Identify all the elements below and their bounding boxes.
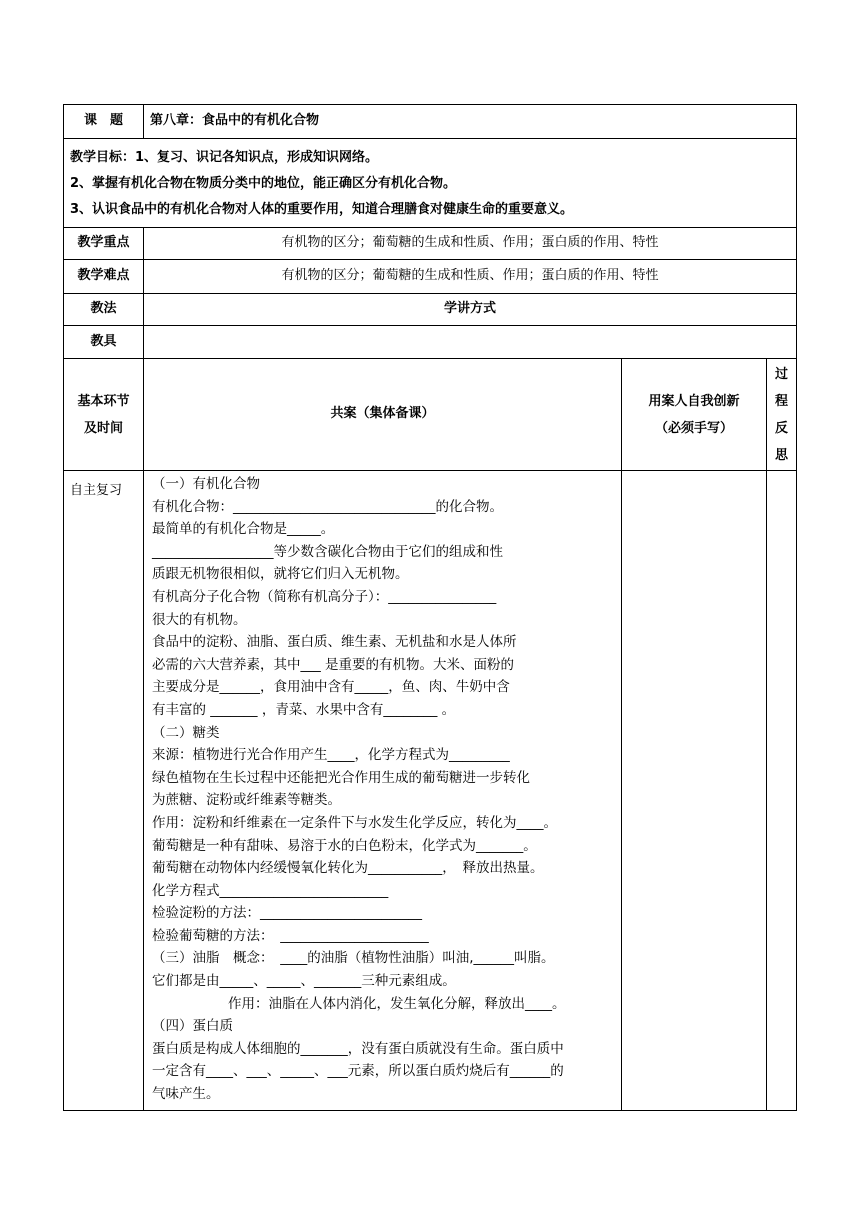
- lesson-plan-table: [63, 104, 797, 1111]
- content-line: 检验葡萄糖的方法： ______________________: [152, 927, 429, 944]
- method-label: 教法: [64, 294, 144, 326]
- header-reflection: 过 程 反 思: [767, 359, 797, 471]
- content-line: 来源：植物进行光合作用产生____，化学方程式为_________: [152, 747, 510, 764]
- title-label: 课 题: [64, 105, 144, 139]
- content-line: （一）有机化合物: [152, 476, 260, 492]
- content-line: 有丰富的 _______ ，青菜、水果中含有________ 。: [152, 701, 456, 718]
- tools-value: [144, 326, 797, 359]
- content-line: 它们都是由_____、_____、_______三种元素组成。: [152, 973, 456, 990]
- goal-line: 3、认识食品中的有机化合物对人体的重要作用，知道合理膳食对健康生命的重要意义。: [70, 202, 574, 217]
- key-points-label: 教学重点: [64, 228, 144, 260]
- content-line: 最简单的有机化合物是_____。: [152, 521, 335, 538]
- content-line: __________________等少数含碳化合物由于它们的组成和性: [152, 543, 503, 560]
- header-shared-plan: 共案（集体备课）: [144, 359, 622, 471]
- content-line: （二）糖类: [152, 724, 220, 741]
- header-personal-innovation: 用案人自我创新 （必须手写）: [622, 359, 767, 471]
- difficulties-value: 有机物的区分；葡萄糖的生成和性质、作用；蛋白质的作用、特性: [144, 260, 797, 294]
- content-line: 食品中的淀粉、油脂、蛋白质、维生素、无机盐和水是人体所: [152, 634, 517, 651]
- teaching-goals: [64, 139, 797, 228]
- header-stage-time: 基本环节 及时间: [64, 359, 144, 471]
- content-line: 有机高分子化合物（简称有机高分子）：________________: [152, 588, 497, 605]
- content-line: 很大的有机物。: [152, 611, 247, 628]
- content-line: 绿色植物在生长过程中还能把光合作用生成的葡萄糖进一步转化: [152, 769, 530, 786]
- reflection-cell: [767, 471, 797, 1111]
- content-line: 作用：淀粉和纤维素在一定条件下与水发生化学反应，转化为____。: [152, 814, 557, 831]
- content-line: 有机化合物：______________________________的化合物。: [152, 498, 503, 515]
- content-line: 一定含有____、___、_____、___元素，所以蛋白质灼烧后有______的: [152, 1063, 564, 1080]
- content-line: （三）油脂 概念： ____的油脂（植物性油脂）叫油,______叫脂。: [152, 950, 555, 967]
- review-content: [144, 471, 622, 1111]
- content-line: 葡萄糖是一种有甜味、易溶于水的白色粉末，化学式为_______。: [152, 837, 537, 854]
- content-line: 必需的六大营养素，其中___ 是重要的有机物。大米、面粉的: [152, 656, 515, 673]
- content-line: 检验淀粉的方法：________________________: [152, 905, 422, 922]
- content-line: 蛋白质是构成人体细胞的_______，没有蛋白质就没有生命。蛋白质中: [152, 1040, 564, 1057]
- goal-line: 教学目标：1、复习、识记各知识点，形成知识网络。: [70, 150, 379, 165]
- key-points-value: 有机物的区分；葡萄糖的生成和性质、作用；蛋白质的作用、特性: [144, 228, 797, 260]
- content-line: 气味产生。: [152, 1086, 220, 1103]
- tools-label: 教具: [64, 326, 144, 359]
- chapter-title: 第八章：食品中的有机化合物: [144, 105, 797, 139]
- method-value: 学讲方式: [144, 294, 797, 326]
- content-line: （四）蛋白质: [152, 1018, 233, 1035]
- section-label: 自主复习: [64, 471, 144, 1111]
- content-line: 主要成分是______，食用油中含有_____，鱼、肉、牛奶中含: [152, 679, 510, 696]
- personal-innovation-cell: [622, 471, 767, 1111]
- content-line: 作用：油脂在人体内消化，发生氧化分解，释放出____。: [228, 995, 566, 1012]
- content-line: 为蔗糖、淀粉或纤维素等糖类。: [152, 792, 341, 809]
- content-line: 葡萄糖在动物体内经缓慢氧化转化为___________， 释放出热量。: [152, 860, 544, 877]
- goal-line: 2、掌握有机化合物在物质分类中的地位，能正确区分有机化合物。: [70, 176, 457, 191]
- difficulties-label: 教学难点: [64, 260, 144, 294]
- content-line: 化学方程式_________________________: [152, 882, 389, 899]
- content-line: 质跟无机物很相似，就将它们归入无机物。: [152, 566, 409, 583]
